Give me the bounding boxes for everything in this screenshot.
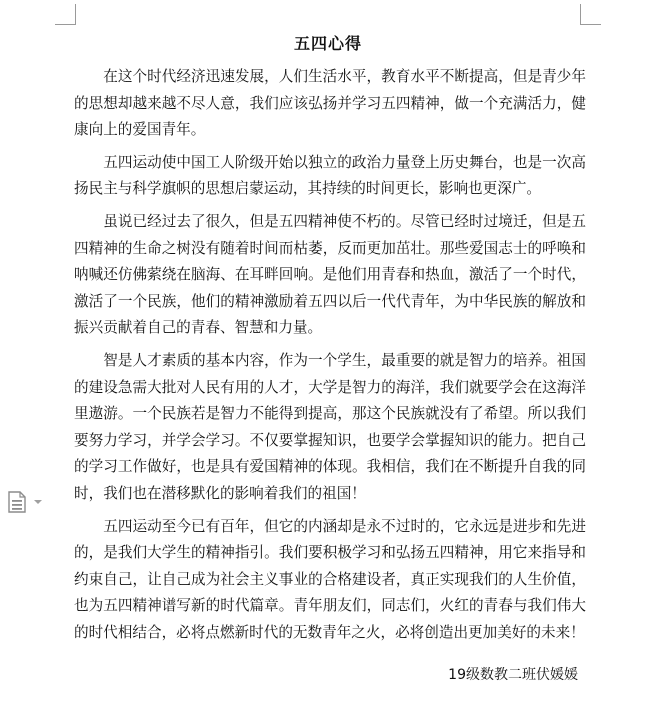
paragraph-3: 虽说已经过去了很久，但是五四精神使不朽的。尽管已经时过境迁，但是五四精神的生命之树没有随着时间而枯萎，反而更加茁壮。那些爱国志士的呼唤和呐喊还仿佛萦绕在脑海、在耳畔回响。是他们用青春和热血，激活了一个时代，激活了一个民族，他们的精神激励着五四以后一代代青年，为中华民族的解放和振兴贡献着自己的青春、智慧和力量。: [74, 212, 586, 337]
author-signature: 19级数教二班伏媛媛: [448, 667, 578, 683]
crop-mark-top-left-vertical: [75, 4, 76, 24]
crop-mark-top-right-vertical: [580, 4, 581, 24]
crop-mark-top-right-horizontal: [580, 24, 601, 25]
paragraph-options-button[interactable]: [7, 491, 47, 513]
paragraph-1: 在这个时代经济迅速发展，人们生活水平，教育水平不断提高，但是青少年的思想却越来越不尽人意，我们应该弘扬并学习五四精神，做一个充满活力，健康向上的爱国青年。: [74, 68, 586, 139]
paragraph-2: 五四运动使中国工人阶级开始以独立的政治力量登上历史舞台，也是一次高扬民主与科学旗帜的思想启蒙运动，其持续的时间更长，影响也更深广。: [74, 153, 586, 198]
document-body: [74, 64, 586, 652]
document-title: 五四心得: [293, 34, 362, 53]
paragraph-4: 智是人才素质的基本内容，作为一个学生，最重要的就是智力的培养。祖国的建设急需大批对人民有用的人才，大学是智力的海洋，我们就要学会在这海洋里遨游。一个民族若是智力不能得到提高，那这个民族就没有了希望。所以我们要努力学习，并学会学习。不仅要掌握知识，也要学会掌握知识的能力。把自己的学习工作做好，也是具有爱国精神的体现。我相信，我们在不断提升自我的同时，我们也在潜移默化的影响着我们的祖国！: [74, 351, 586, 502]
caret-down-icon: [33, 499, 43, 505]
document-lines-icon: [7, 491, 27, 513]
crop-mark-top-left-horizontal: [55, 24, 76, 25]
paragraph-5: 五四运动至今已有百年，但它的内涵却是永不过时的，它永远是进步和先进的，是我们大学生的精神指引。我们要积极学习和弘扬五四精神，用它来指导和约束自己，让自己成为社会主义事业的合格建设者，真正实现我们的人生价值，也为五四精神谱写新的时代篇章。青年朋友们，同志们，火红的青春与我们伟大的时代相结合，必将点燃新时代的无数青年之火，必将创造出更加美好的未来！: [74, 517, 586, 641]
